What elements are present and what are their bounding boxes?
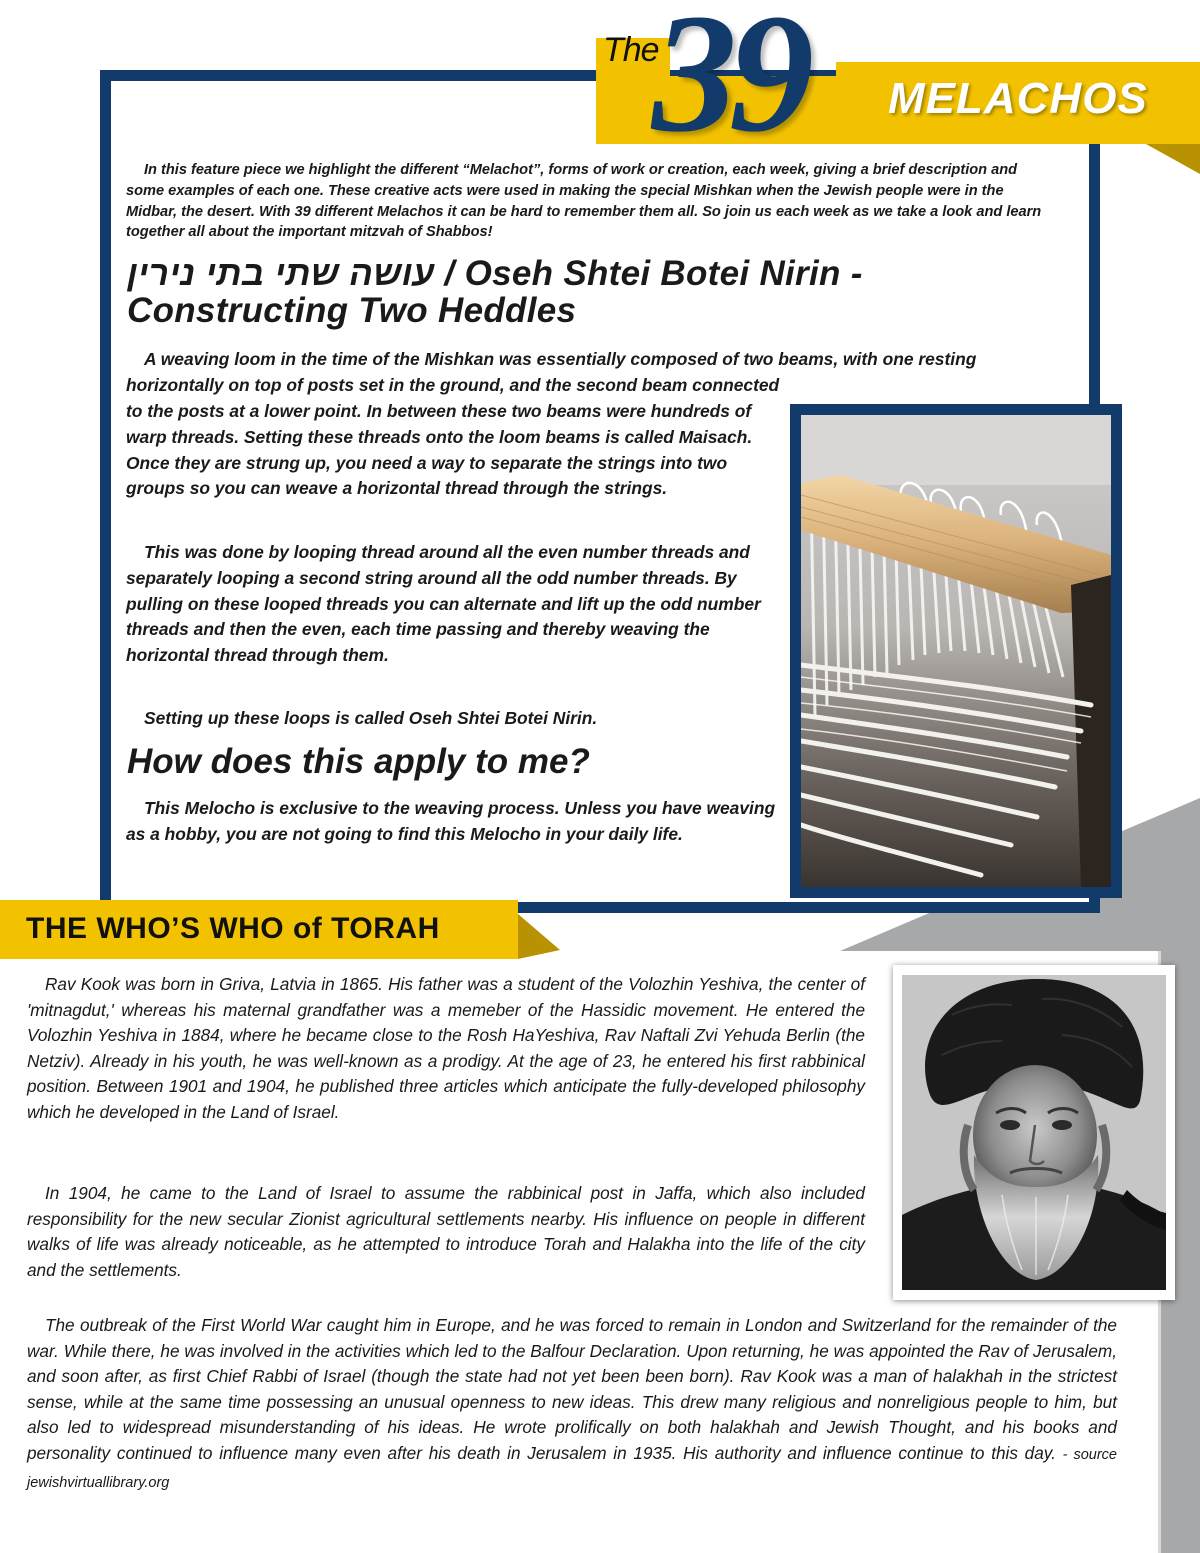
how-title: How does this apply to me? [127,742,590,781]
loom-photo [790,404,1122,898]
bio-paragraph-1: Rav Kook was born in Griva, Latvia in 1865. His father was a student of the Volozhin Yeshiva, the center of 'mitnagdut,' whereas his maternal grandfather was a memeber of the Hassidic movement. He entered the Volozhin Yeshiva in 1884, where he became close to the Rosh HaYeshiva, Rav Naftali Zvi Yehuda Berlin (the Netziv). Already in his youth, he was well-known as a prodigy. At the age of 23, he entered his first rabbinical position. Between 1901 and 1904, he published three articles which anticipate the fully-developed philosophy which he developed in the Land of Israel. [27,974,865,1122]
melacha-paragraph-3: Setting up these loops is called Oseh Shtei Botei Nirin. [144,708,598,728]
melacha-paragraph-1-cont: to the posts at a lower point. In between these two beams were hundreds of warp threads. Setting these threads onto the loom beams is called Maisach. Once they are strung up, you need a way to separate the strings into two groups so you can weave a horizontal thread through the strings. [126,401,753,499]
melacha-paragraph-2: This was done by looping thread around all the even number threads and separately looping a second string around all the odd number threads. By pulling on these looped threads you can alternate and lift up the odd number threads and then the even, each time passing and thereby weaving the horizontal thread through them. [126,542,761,666]
portrait-image [902,975,1166,1290]
title-number: 39 [652,0,806,167]
melacha-paragraph-1: A weaving loom in the time of the Mishkan was essentially composed of two beams, with one resting horizontally on top of posts set in the ground, and the second beam connected [126,349,977,395]
source-credit: - source jewishvirtuallibrary.org [27,1446,1117,1491]
loom-image [801,415,1111,887]
title-the: The [603,31,659,69]
bio-paragraph-2: In 1904, he came to the Land of Israel to assume the rabbinical post in Jaffa, which also included responsibility for the new secular Zionist agricultural settlements nearby. His influence on people in different walks of life was already noticeable, as he attempted to introduce Torah and Halakha into the life of the city and the settlements. [27,1183,865,1280]
title-melachos: MELACHOS [888,74,1148,123]
melacha-title: עושה שתי בתי נירין / Oseh Shtei Botei Nirin - Constructing Two Heddles [127,254,863,330]
bio-paragraph-3-text: The outbreak of the First World War caught him in Europe, and he was forced to remain in London and Switzerland for the remainder of the war. While there, he was involved in the activities which led to the Balfour Declaration. Upon returning, he was appointed the Rav of Jerusalem, and soon after, as first Chief Rabbi of Israel (though the state had not yet been been born). Rav Kook was a man of halakhah in the strictest sense, while at the same time possessing an unusual openness to new ideas. This drew many religious and nonreligious people to him, but also led to widespread misunderstanding of his ideas. He wrote prolifically on both halakhah and Jewish Thought, and his books and personality continued to influence many even after his death in Jerusalem in 1935. His authority and influence continue to this day. [27,1315,1117,1463]
how-text: This Melocho is exclusive to the weaving process. Unless you have weaving as a hobby, you are not going to find this Melocho in your daily life. [126,798,776,844]
intro-text: In this feature piece we highlight the different “Melachot”, forms of work or creation, each week, giving a brief description and some examples of each one. These creative acts were used in making the special Mishkan when the Jewish people were in the Midbar, the desert. With 39 different Melachos it can be hard to remember them all. So join us each week as we take a look and learn together all about the important mitzvah of Shabbos! [126,162,1042,241]
whos-who-title: THE WHO’S WHO of TORAH [26,912,440,945]
bio-paragraph-3 [27,1313,1117,1496]
rav-kook-portrait [893,965,1175,1300]
